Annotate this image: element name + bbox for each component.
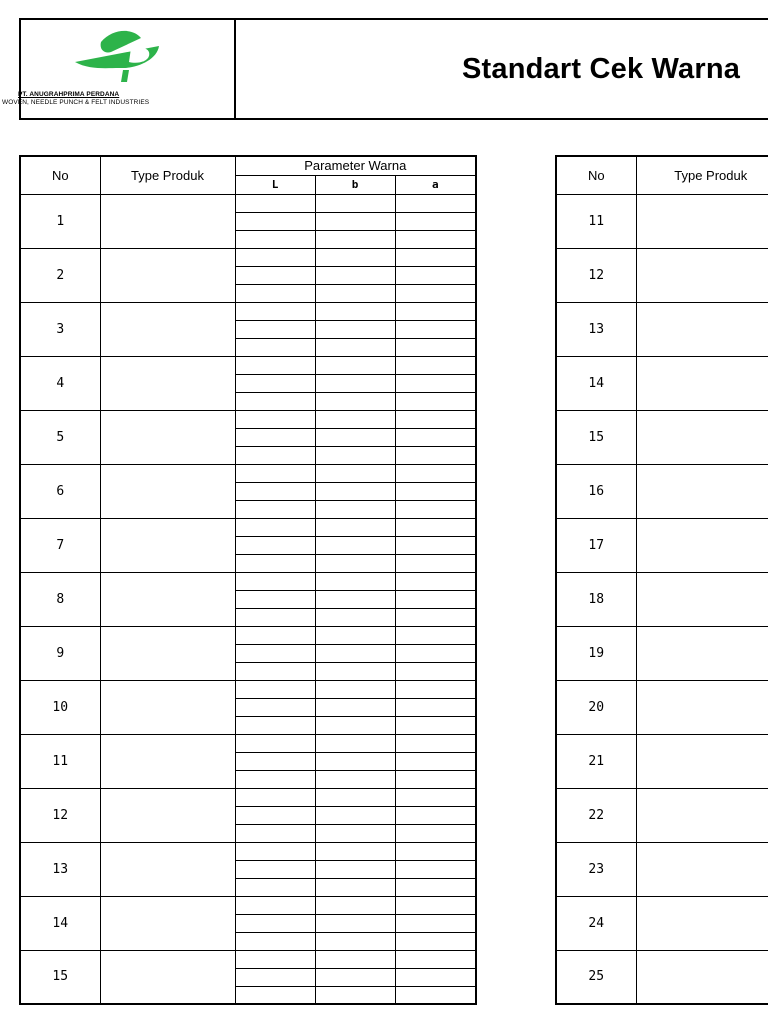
col-header-l: L	[235, 175, 315, 194]
type-produk-cell[interactable]	[636, 896, 768, 950]
type-produk-cell[interactable]	[100, 302, 235, 356]
param-b-cell[interactable]	[315, 752, 395, 770]
logo-cell	[2, 20, 236, 118]
param-b-cell[interactable]	[315, 590, 395, 608]
param-a-cell[interactable]	[395, 752, 476, 770]
param-l-cell[interactable]	[235, 392, 315, 410]
row-number: 19	[556, 626, 636, 680]
param-b-cell[interactable]	[315, 212, 395, 230]
table-row	[556, 788, 768, 842]
param-l-cell[interactable]	[235, 338, 315, 356]
param-a-cell[interactable]	[395, 518, 476, 536]
row-number: 13	[556, 302, 636, 356]
param-b-cell[interactable]	[315, 914, 395, 932]
param-a-cell[interactable]	[395, 896, 476, 914]
param-a-cell[interactable]	[395, 878, 476, 896]
left-table-body	[20, 194, 476, 1004]
right-table-body	[556, 194, 768, 1004]
param-b-cell[interactable]	[315, 302, 395, 320]
param-b-cell[interactable]	[315, 320, 395, 338]
param-l-cell[interactable]	[235, 752, 315, 770]
type-produk-cell[interactable]	[636, 518, 768, 572]
param-a-cell[interactable]	[395, 572, 476, 590]
param-a-cell[interactable]	[395, 392, 476, 410]
table-row	[20, 788, 476, 806]
param-l-cell[interactable]	[235, 284, 315, 302]
param-l-cell[interactable]	[235, 842, 315, 860]
table-row	[556, 950, 768, 1004]
param-a-cell[interactable]	[395, 464, 476, 482]
param-l-cell[interactable]	[235, 536, 315, 554]
param-a-cell[interactable]	[395, 266, 476, 284]
type-produk-cell[interactable]	[636, 194, 768, 248]
table-row	[556, 734, 768, 788]
param-l-cell[interactable]	[235, 626, 315, 644]
param-b-cell[interactable]	[315, 824, 395, 842]
param-l-cell[interactable]	[235, 266, 315, 284]
param-b-cell[interactable]	[315, 644, 395, 662]
param-a-cell[interactable]	[395, 230, 476, 248]
type-produk-cell[interactable]	[100, 950, 235, 1004]
param-l-cell[interactable]	[235, 860, 315, 878]
left-color-table	[19, 155, 477, 1005]
param-a-cell[interactable]	[395, 716, 476, 734]
type-produk-cell[interactable]	[100, 626, 235, 680]
param-l-cell[interactable]	[235, 446, 315, 464]
table-row	[556, 626, 768, 680]
param-a-cell[interactable]	[395, 806, 476, 824]
param-a-cell[interactable]	[395, 212, 476, 230]
row-number: 14	[20, 896, 100, 950]
param-l-cell[interactable]	[235, 968, 315, 986]
param-l-cell[interactable]	[235, 986, 315, 1004]
param-b-cell[interactable]	[315, 878, 395, 896]
row-number: 12	[20, 788, 100, 842]
param-l-cell[interactable]	[235, 572, 315, 590]
document-title: Standart Cek Warna	[462, 53, 741, 85]
param-b-cell[interactable]	[315, 734, 395, 752]
param-a-cell[interactable]	[395, 914, 476, 932]
type-produk-cell[interactable]	[636, 680, 768, 734]
table-row	[556, 518, 768, 572]
param-b-cell[interactable]	[315, 986, 395, 1004]
param-l-cell[interactable]	[235, 212, 315, 230]
param-l-cell[interactable]	[235, 788, 315, 806]
row-number: 17	[556, 518, 636, 572]
param-b-cell[interactable]	[315, 392, 395, 410]
param-a-cell[interactable]	[395, 626, 476, 644]
param-l-cell[interactable]	[235, 896, 315, 914]
row-number: 11	[20, 734, 100, 788]
row-number: 6	[20, 464, 100, 518]
table-row	[556, 572, 768, 626]
param-a-cell[interactable]	[395, 356, 476, 374]
type-produk-cell[interactable]	[636, 248, 768, 302]
param-l-cell[interactable]	[235, 554, 315, 572]
param-l-cell[interactable]	[235, 410, 315, 428]
row-number: 25	[556, 950, 636, 1004]
document-header	[2, 18, 768, 120]
row-number: 13	[20, 842, 100, 896]
param-b-cell[interactable]	[315, 554, 395, 572]
type-produk-cell[interactable]	[100, 194, 235, 248]
param-l-cell[interactable]	[235, 230, 315, 248]
col-header-type-produk: Type Produk	[636, 156, 768, 194]
table-row	[556, 248, 768, 302]
param-l-cell[interactable]	[235, 698, 315, 716]
param-b-cell[interactable]	[315, 896, 395, 914]
param-l-cell[interactable]	[235, 770, 315, 788]
param-b-cell[interactable]	[315, 266, 395, 284]
param-b-cell[interactable]	[315, 230, 395, 248]
table-row	[20, 680, 476, 698]
param-b-cell[interactable]	[315, 410, 395, 428]
param-l-cell[interactable]	[235, 662, 315, 680]
param-l-cell[interactable]	[235, 500, 315, 518]
row-number: 18	[556, 572, 636, 626]
col-header-a: a	[395, 175, 476, 194]
company-logo-icon	[71, 24, 163, 84]
param-l-cell[interactable]	[235, 320, 315, 338]
param-l-cell[interactable]	[235, 518, 315, 536]
param-b-cell[interactable]	[315, 356, 395, 374]
param-a-cell[interactable]	[395, 248, 476, 266]
row-number: 14	[556, 356, 636, 410]
param-l-cell[interactable]	[235, 302, 315, 320]
row-number: 15	[20, 950, 100, 1004]
param-l-cell[interactable]	[235, 428, 315, 446]
param-b-cell[interactable]	[315, 482, 395, 500]
row-number: 7	[20, 518, 100, 572]
param-a-cell[interactable]	[395, 824, 476, 842]
title-cell	[236, 20, 768, 118]
row-number: 9	[20, 626, 100, 680]
row-number: 21	[556, 734, 636, 788]
param-a-cell[interactable]	[395, 986, 476, 1004]
type-produk-cell[interactable]	[100, 842, 235, 896]
row-number: 24	[556, 896, 636, 950]
row-number: 5	[20, 410, 100, 464]
type-produk-cell[interactable]	[100, 356, 235, 410]
row-number: 4	[20, 356, 100, 410]
param-l-cell[interactable]	[235, 608, 315, 626]
type-produk-cell[interactable]	[636, 572, 768, 626]
param-a-cell[interactable]	[395, 842, 476, 860]
param-a-cell[interactable]	[395, 446, 476, 464]
type-produk-cell[interactable]	[100, 788, 235, 842]
param-b-cell[interactable]	[315, 338, 395, 356]
table-row	[20, 842, 476, 860]
type-produk-cell[interactable]	[636, 950, 768, 1004]
table-row	[556, 680, 768, 734]
param-b-cell[interactable]	[315, 770, 395, 788]
right-color-table	[555, 155, 768, 1005]
row-number: 2	[20, 248, 100, 302]
table-row	[20, 194, 476, 212]
param-l-cell[interactable]	[235, 374, 315, 392]
param-a-cell[interactable]	[395, 536, 476, 554]
table-row	[20, 572, 476, 590]
param-l-cell[interactable]	[235, 644, 315, 662]
param-l-cell[interactable]	[235, 806, 315, 824]
row-number: 23	[556, 842, 636, 896]
param-a-cell[interactable]	[395, 968, 476, 986]
param-l-cell[interactable]	[235, 248, 315, 266]
type-produk-cell[interactable]	[100, 518, 235, 572]
param-a-cell[interactable]	[395, 590, 476, 608]
row-number: 22	[556, 788, 636, 842]
type-produk-cell[interactable]	[100, 896, 235, 950]
param-b-cell[interactable]	[315, 662, 395, 680]
type-produk-cell[interactable]	[100, 248, 235, 302]
table-row	[20, 248, 476, 266]
table-row	[556, 842, 768, 896]
table-row	[20, 464, 476, 482]
param-b-cell[interactable]	[315, 446, 395, 464]
param-b-cell[interactable]	[315, 932, 395, 950]
col-header-type-produk: Type Produk	[100, 156, 235, 194]
company-tagline: WOVEN, NEEDLE PUNCH & FELT INDUSTRIES	[2, 99, 150, 106]
param-l-cell[interactable]	[235, 878, 315, 896]
type-produk-cell[interactable]	[100, 464, 235, 518]
type-produk-cell[interactable]	[636, 464, 768, 518]
param-l-cell[interactable]	[235, 482, 315, 500]
param-b-cell[interactable]	[315, 968, 395, 986]
company-name: PT. ANUGRAHPRIMA PERDANA	[18, 91, 120, 98]
row-number: 15	[556, 410, 636, 464]
param-b-cell[interactable]	[315, 950, 395, 968]
type-produk-cell[interactable]	[636, 842, 768, 896]
param-b-cell[interactable]	[315, 248, 395, 266]
param-a-cell[interactable]	[395, 410, 476, 428]
param-a-cell[interactable]	[395, 680, 476, 698]
type-produk-cell[interactable]	[636, 734, 768, 788]
param-b-cell[interactable]	[315, 788, 395, 806]
table-row	[20, 734, 476, 752]
col-header-b: b	[315, 175, 395, 194]
param-l-cell[interactable]	[235, 680, 315, 698]
param-b-cell[interactable]	[315, 698, 395, 716]
param-b-cell[interactable]	[315, 716, 395, 734]
table-row	[556, 410, 768, 464]
param-b-cell[interactable]	[315, 428, 395, 446]
table-row	[20, 518, 476, 536]
type-produk-cell[interactable]	[100, 734, 235, 788]
param-a-cell[interactable]	[395, 338, 476, 356]
param-b-cell[interactable]	[315, 806, 395, 824]
table-row	[20, 410, 476, 428]
row-number: 20	[556, 680, 636, 734]
type-produk-cell[interactable]	[636, 626, 768, 680]
param-l-cell[interactable]	[235, 950, 315, 968]
param-a-cell[interactable]	[395, 734, 476, 752]
table-row	[556, 896, 768, 950]
param-b-cell[interactable]	[315, 680, 395, 698]
param-l-cell[interactable]	[235, 734, 315, 752]
param-a-cell[interactable]	[395, 194, 476, 212]
param-b-cell[interactable]	[315, 374, 395, 392]
row-number: 12	[556, 248, 636, 302]
param-b-cell[interactable]	[315, 194, 395, 212]
param-a-cell[interactable]	[395, 500, 476, 518]
param-b-cell[interactable]	[315, 842, 395, 860]
table-row	[20, 626, 476, 644]
param-l-cell[interactable]	[235, 464, 315, 482]
row-number: 11	[556, 194, 636, 248]
row-number: 3	[20, 302, 100, 356]
param-b-cell[interactable]	[315, 500, 395, 518]
param-a-cell[interactable]	[395, 608, 476, 626]
param-l-cell[interactable]	[235, 824, 315, 842]
col-header-no: No	[20, 156, 100, 194]
param-b-cell[interactable]	[315, 626, 395, 644]
param-a-cell[interactable]	[395, 644, 476, 662]
param-b-cell[interactable]	[315, 536, 395, 554]
table-row	[556, 194, 768, 248]
type-produk-cell[interactable]	[636, 410, 768, 464]
param-b-cell[interactable]	[315, 464, 395, 482]
param-a-cell[interactable]	[395, 662, 476, 680]
table-row	[556, 302, 768, 356]
param-l-cell[interactable]	[235, 590, 315, 608]
param-l-cell[interactable]	[235, 716, 315, 734]
type-produk-cell[interactable]	[636, 356, 768, 410]
param-a-cell[interactable]	[395, 302, 476, 320]
param-b-cell[interactable]	[315, 572, 395, 590]
param-a-cell[interactable]	[395, 554, 476, 572]
param-l-cell[interactable]	[235, 194, 315, 212]
type-produk-cell[interactable]	[636, 788, 768, 842]
table-row	[556, 356, 768, 410]
row-number: 1	[20, 194, 100, 248]
table-row	[20, 356, 476, 374]
row-number: 10	[20, 680, 100, 734]
type-produk-cell[interactable]	[636, 302, 768, 356]
param-b-cell[interactable]	[315, 284, 395, 302]
row-number: 16	[556, 464, 636, 518]
col-header-parameter-warna: Parameter Warna	[235, 156, 476, 175]
type-produk-cell[interactable]	[100, 680, 235, 734]
param-b-cell[interactable]	[315, 518, 395, 536]
type-produk-cell[interactable]	[100, 572, 235, 626]
param-a-cell[interactable]	[395, 698, 476, 716]
param-b-cell[interactable]	[315, 860, 395, 878]
type-produk-cell[interactable]	[100, 410, 235, 464]
table-row	[556, 464, 768, 518]
param-a-cell[interactable]	[395, 320, 476, 338]
param-b-cell[interactable]	[315, 608, 395, 626]
param-a-cell[interactable]	[395, 374, 476, 392]
param-l-cell[interactable]	[235, 932, 315, 950]
table-row	[20, 950, 476, 968]
param-a-cell[interactable]	[395, 788, 476, 806]
param-l-cell[interactable]	[235, 914, 315, 932]
param-a-cell[interactable]	[395, 770, 476, 788]
table-row	[20, 302, 476, 320]
param-l-cell[interactable]	[235, 356, 315, 374]
row-number: 8	[20, 572, 100, 626]
param-a-cell[interactable]	[395, 482, 476, 500]
table-row	[20, 896, 476, 914]
param-a-cell[interactable]	[395, 284, 476, 302]
param-a-cell[interactable]	[395, 950, 476, 968]
param-a-cell[interactable]	[395, 428, 476, 446]
param-a-cell[interactable]	[395, 860, 476, 878]
param-a-cell[interactable]	[395, 932, 476, 950]
col-header-no: No	[556, 156, 636, 194]
